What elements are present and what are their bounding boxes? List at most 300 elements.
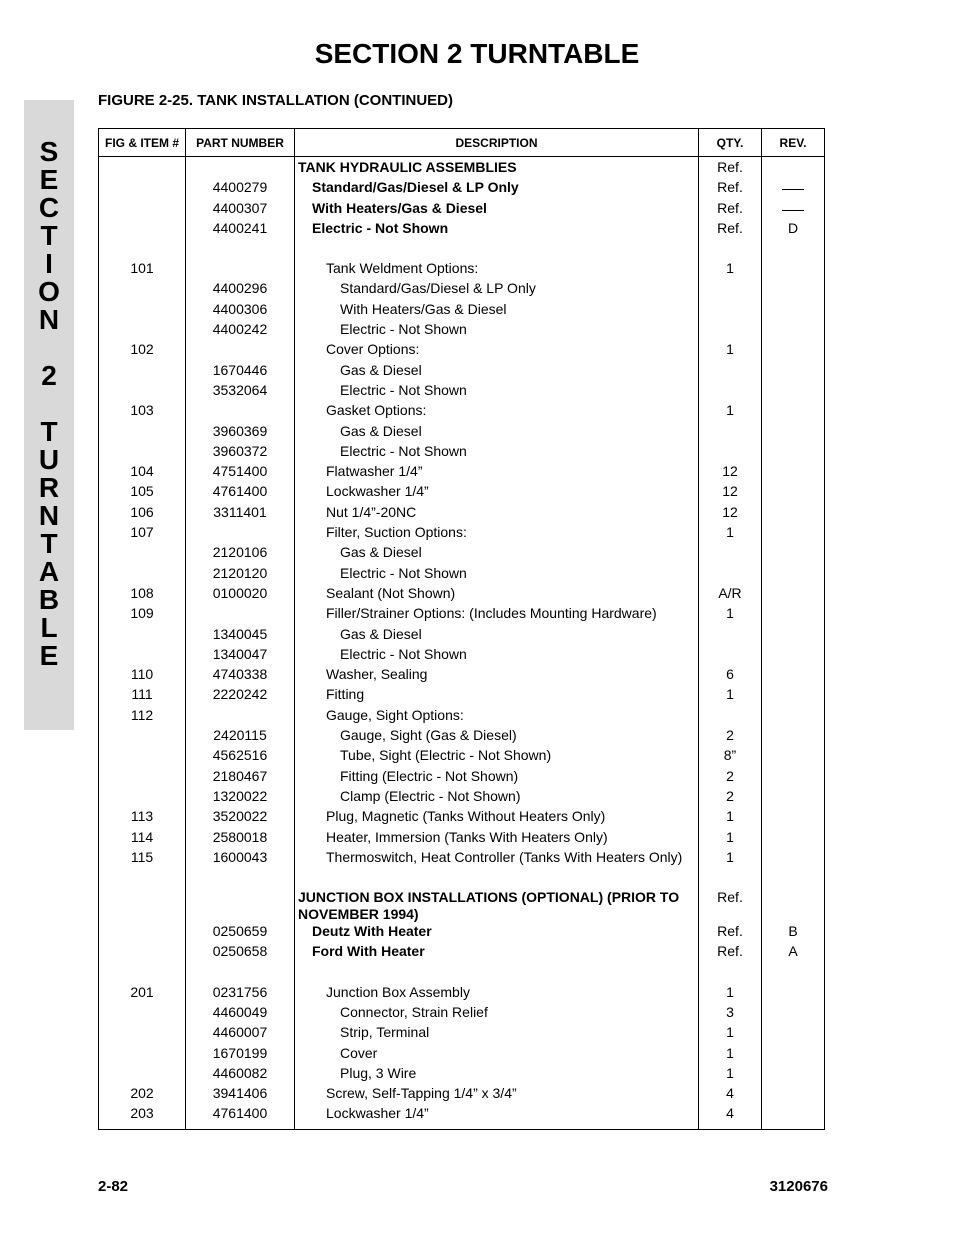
fig-item-cell: 108 [99,585,186,605]
table-row [99,1065,825,1085]
table-row [99,943,825,963]
qty-cell [699,646,762,666]
rev-cell [762,984,825,1004]
qty-cell: 12 [699,463,762,483]
part-number-cell: 3520022 [186,808,295,828]
part-number-cell: 4562516 [186,747,295,767]
rev-cell [762,483,825,503]
part-number-cell [186,524,295,544]
qty-cell [699,321,762,341]
rev-cell [762,301,825,321]
header-fig-item: FIG & ITEM # [99,129,186,157]
qty-cell: 12 [699,504,762,524]
side-tab-letter: T [40,416,58,447]
part-number-cell: 3960372 [186,443,295,463]
fig-item-cell [99,382,186,402]
table-row [99,321,825,341]
fig-item-cell: 112 [99,707,186,727]
empty-cell [99,240,186,260]
description-cell: Gauge, Sight (Gas & Diesel) [295,727,699,747]
fig-item-cell: 201 [99,984,186,1004]
table-row [99,179,825,199]
side-tab-letter: E [39,164,59,195]
part-number-cell: 4460007 [186,1024,295,1044]
rev-cell [762,341,825,361]
fig-item-cell [99,179,186,199]
section-side-tab [24,100,74,730]
table-row [99,1024,825,1044]
rev-cell [762,808,825,828]
fig-item-cell [99,423,186,443]
description-cell: Ford With Heater [295,943,699,963]
description-cell: Lockwasher 1/4” [295,483,699,503]
description-cell: Flatwasher 1/4” [295,463,699,483]
table-row [99,808,825,828]
qty-cell: Ref. [699,157,762,180]
rev-dash-line [782,179,804,190]
description-cell: Clamp (Electric - Not Shown) [295,788,699,808]
rev-cell [762,707,825,727]
description-cell: Tube, Sight (Electric - Not Shown) [295,747,699,767]
fig-item-cell [99,301,186,321]
qty-cell: 1 [699,808,762,828]
empty-cell [99,964,186,984]
table-spacer-row [99,964,825,984]
rev-cell [762,280,825,300]
empty-cell [186,964,295,984]
qty-cell [699,544,762,564]
table-row [99,984,825,1004]
side-tab-letter: E [39,640,59,671]
fig-item-cell [99,889,186,923]
qty-cell [699,443,762,463]
fig-item-cell [99,727,186,747]
qty-cell: 1 [699,260,762,280]
rev-cell [762,788,825,808]
fig-item-cell [99,1045,186,1065]
description-cell: Junction Box Assembly [295,984,699,1004]
empty-cell [99,869,186,889]
table-row [99,524,825,544]
rev-cell [762,686,825,706]
table-row [99,1105,825,1129]
side-tab-letter: U [38,444,60,475]
fig-item-cell [99,646,186,666]
part-number-cell: 4460049 [186,1004,295,1024]
table-row [99,483,825,503]
part-number-cell: 4400241 [186,220,295,240]
empty-cell [699,240,762,260]
qty-cell: 2 [699,768,762,788]
part-number-cell [186,605,295,625]
rev-cell [762,646,825,666]
side-tab-letter: C [38,192,60,223]
part-number-cell: 3311401 [186,504,295,524]
description-cell: Thermoswitch, Heat Controller (Tanks With Heaters Only) [295,849,699,869]
table-row [99,504,825,524]
description-cell: Connector, Strain Relief [295,1004,699,1024]
table-row [99,829,825,849]
qty-cell: 12 [699,483,762,503]
fig-item-cell: 203 [99,1105,186,1129]
fig-item-cell [99,788,186,808]
description-cell: Strip, Terminal [295,1024,699,1044]
side-tab-letter: O [38,276,60,307]
table-row [99,423,825,443]
part-number-cell: 3532064 [186,382,295,402]
empty-cell [295,964,699,984]
header-rev: REV. [762,129,825,157]
part-number-cell: 2420115 [186,727,295,747]
side-tab-letter: N [38,304,60,335]
part-number-cell [186,889,295,923]
side-tab-spacer [24,334,74,362]
part-number-cell: 1670446 [186,362,295,382]
qty-cell: 1 [699,1045,762,1065]
rev-cell [762,1085,825,1105]
table-row [99,544,825,564]
fig-item-cell: 103 [99,402,186,422]
description-cell: Tank Weldment Options: [295,260,699,280]
description-cell: Standard/Gas/Diesel & LP Only [295,179,699,199]
description-cell: Standard/Gas/Diesel & LP Only [295,280,699,300]
description-cell: Heater, Immersion (Tanks With Heaters Only) [295,829,699,849]
table-row [99,889,825,923]
fig-item-cell [99,747,186,767]
fig-item-cell [99,157,186,180]
part-number-cell: 2580018 [186,829,295,849]
table-row [99,362,825,382]
description-cell: Cover [295,1045,699,1065]
side-tab-letter: S [39,136,59,167]
rev-cell [762,849,825,869]
fig-item-cell [99,220,186,240]
table-row [99,923,825,943]
side-tab-letter: A [38,556,60,587]
empty-cell [762,240,825,260]
fig-item-cell [99,1004,186,1024]
rev-cell [762,585,825,605]
empty-cell [295,869,699,889]
part-number-cell [186,707,295,727]
qty-cell: 6 [699,666,762,686]
description-cell: Fitting (Electric - Not Shown) [295,768,699,788]
empty-cell [186,869,295,889]
table-row [99,280,825,300]
side-tab-letter: L [40,612,58,643]
qty-cell: 1 [699,849,762,869]
description-cell: JUNCTION BOX INSTALLATIONS (OPTIONAL) (PRIOR TO NOVEMBER 1994) [295,889,699,923]
side-tab-letter: R [38,472,60,503]
description-cell: Gas & Diesel [295,626,699,646]
table-row [99,220,825,240]
rev-dash-line [782,200,804,211]
table-row [99,585,825,605]
table-row [99,341,825,361]
side-tab-spacer [24,390,74,418]
part-number-cell: 0250658 [186,943,295,963]
rev-cell [762,666,825,686]
part-number-cell: 4740338 [186,666,295,686]
rev-cell [762,565,825,585]
fig-item-cell: 110 [99,666,186,686]
table-spacer-row [99,869,825,889]
qty-cell: Ref. [699,200,762,220]
empty-cell [762,964,825,984]
empty-cell [762,869,825,889]
fig-item-cell: 102 [99,341,186,361]
description-cell: Electric - Not Shown [295,382,699,402]
qty-cell: 3 [699,1004,762,1024]
table-row [99,747,825,767]
part-number-cell [186,260,295,280]
qty-cell [699,301,762,321]
qty-cell: 2 [699,727,762,747]
table-row [99,200,825,220]
table-row [99,1004,825,1024]
rev-cell [762,727,825,747]
part-number-cell: 1670199 [186,1045,295,1065]
description-cell: Sealant (Not Shown) [295,585,699,605]
part-number-cell: 3941406 [186,1085,295,1105]
fig-item-cell [99,200,186,220]
rev-cell [762,200,825,220]
table-row [99,768,825,788]
fig-item-cell: 114 [99,829,186,849]
qty-cell: 1 [699,1024,762,1044]
rev-cell [762,1105,825,1129]
qty-cell: 1 [699,1065,762,1085]
table-row [99,686,825,706]
fig-item-cell: 109 [99,605,186,625]
qty-cell [699,382,762,402]
description-cell: Electric - Not Shown [295,443,699,463]
table-row [99,1085,825,1105]
fig-item-cell [99,443,186,463]
page-number: 2-82 [98,1178,129,1195]
fig-item-cell [99,923,186,943]
rev-cell [762,1004,825,1024]
rev-cell: B [762,923,825,943]
rev-cell [762,747,825,767]
rev-cell [762,626,825,646]
table-spacer-row [99,240,825,260]
header-qty: QTY. [699,129,762,157]
table-row [99,301,825,321]
empty-cell [186,240,295,260]
fig-item-cell: 113 [99,808,186,828]
qty-cell: 8” [699,747,762,767]
fig-item-cell [99,544,186,564]
fig-item-cell: 111 [99,686,186,706]
part-number-cell: 3960369 [186,423,295,443]
description-cell: Fitting [295,686,699,706]
qty-cell: 1 [699,524,762,544]
part-number-cell: 1340047 [186,646,295,666]
empty-cell [699,869,762,889]
part-number-cell: 4751400 [186,463,295,483]
qty-cell: 4 [699,1105,762,1129]
rev-cell [762,1045,825,1065]
description-cell: Gauge, Sight Options: [295,707,699,727]
rev-cell [762,504,825,524]
fig-item-cell [99,362,186,382]
rev-cell [762,157,825,180]
qty-cell: Ref. [699,179,762,199]
rev-cell: A [762,943,825,963]
fig-item-cell [99,1065,186,1085]
part-number-cell: 1600043 [186,849,295,869]
fig-item-cell: 115 [99,849,186,869]
description-cell: Screw, Self-Tapping 1/4” x 3/4” [295,1085,699,1105]
qty-cell: 2 [699,788,762,808]
rev-cell [762,524,825,544]
qty-cell: Ref. [699,943,762,963]
description-cell: With Heaters/Gas & Diesel [295,301,699,321]
description-cell: With Heaters/Gas & Diesel [295,200,699,220]
rev-cell [762,605,825,625]
fig-item-cell [99,626,186,646]
rev-cell [762,463,825,483]
rev-cell [762,382,825,402]
table-row [99,260,825,280]
qty-cell [699,423,762,443]
fig-item-cell: 202 [99,1085,186,1105]
rev-cell [762,443,825,463]
part-number-cell [186,402,295,422]
qty-cell: Ref. [699,923,762,943]
figure-title: FIGURE 2-25. TANK INSTALLATION (CONTINUED) [98,92,453,109]
rev-cell [762,362,825,382]
header-description: DESCRIPTION [295,129,699,157]
fig-item-cell: 105 [99,483,186,503]
table-row [99,788,825,808]
part-number-cell: 2120120 [186,565,295,585]
description-cell: Washer, Sealing [295,666,699,686]
qty-cell: Ref. [699,889,762,923]
part-number-cell [186,341,295,361]
description-cell: Electric - Not Shown [295,321,699,341]
part-number-cell: 4460082 [186,1065,295,1085]
fig-item-cell: 106 [99,504,186,524]
part-number-cell: 4400242 [186,321,295,341]
table-row [99,646,825,666]
part-number-cell: 4400307 [186,200,295,220]
table-row [99,666,825,686]
fig-item-cell [99,1024,186,1044]
part-number-cell: 2180467 [186,768,295,788]
qty-cell: A/R [699,585,762,605]
qty-cell: 1 [699,829,762,849]
rev-cell [762,889,825,923]
description-cell: Gas & Diesel [295,544,699,564]
qty-cell [699,362,762,382]
table-row [99,402,825,422]
description-cell: Filler/Strainer Options: (Includes Mounting Hardware) [295,605,699,625]
table-row [99,727,825,747]
table-row [99,849,825,869]
qty-cell: 1 [699,402,762,422]
table-row [99,707,825,727]
qty-cell: 4 [699,1085,762,1105]
description-cell: Gas & Diesel [295,362,699,382]
fig-item-cell [99,280,186,300]
description-cell: Plug, 3 Wire [295,1065,699,1085]
qty-cell: Ref. [699,220,762,240]
table-row [99,443,825,463]
part-number-cell: 4761400 [186,1105,295,1129]
description-cell: Electric - Not Shown [295,646,699,666]
qty-cell [699,707,762,727]
table-row [99,605,825,625]
rev-cell [762,179,825,199]
part-number-cell: 2220242 [186,686,295,706]
qty-cell [699,626,762,646]
part-number-cell: 0231756 [186,984,295,1004]
part-number-cell: 1320022 [186,788,295,808]
table-row [99,626,825,646]
fig-item-cell: 101 [99,260,186,280]
parts-table-body [99,157,825,1130]
description-cell: Lockwasher 1/4” [295,1105,699,1129]
empty-cell [295,240,699,260]
fig-item-cell [99,565,186,585]
table-row [99,1045,825,1065]
rev-cell [762,829,825,849]
part-number-cell: 4400279 [186,179,295,199]
rev-cell [762,768,825,788]
qty-cell [699,280,762,300]
table-row [99,382,825,402]
qty-cell: 1 [699,686,762,706]
rev-cell [762,423,825,443]
rev-cell [762,321,825,341]
table-row [99,565,825,585]
rev-cell: D [762,220,825,240]
description-cell: Deutz With Heater [295,923,699,943]
empty-cell [699,964,762,984]
fig-item-cell [99,768,186,788]
section-title: SECTION 2 TURNTABLE [314,38,640,69]
description-cell: Filter, Suction Options: [295,524,699,544]
document-number: 3120676 [769,1178,828,1195]
part-number-cell: 1340045 [186,626,295,646]
parts-table [98,128,825,1130]
description-cell: Electric - Not Shown [295,220,699,240]
qty-cell: 1 [699,984,762,1004]
rev-cell [762,1024,825,1044]
fig-item-cell: 104 [99,463,186,483]
part-number-cell [186,157,295,180]
rev-cell [762,544,825,564]
rev-cell [762,1065,825,1085]
part-number-cell: 4400306 [186,301,295,321]
part-number-cell: 0250659 [186,923,295,943]
header-part-number: PART NUMBER [186,129,295,157]
side-tab-letter: I [45,248,53,279]
part-number-cell: 2120106 [186,544,295,564]
fig-item-cell [99,321,186,341]
table-header-row [99,129,825,157]
description-cell: Electric - Not Shown [295,565,699,585]
description-cell: Cover Options: [295,341,699,361]
side-tab-letter: T [40,528,58,559]
description-cell: Gasket Options: [295,402,699,422]
rev-cell [762,402,825,422]
qty-cell [699,565,762,585]
side-tab-letter: N [38,500,60,531]
description-cell: Plug, Magnetic (Tanks Without Heaters Only) [295,808,699,828]
